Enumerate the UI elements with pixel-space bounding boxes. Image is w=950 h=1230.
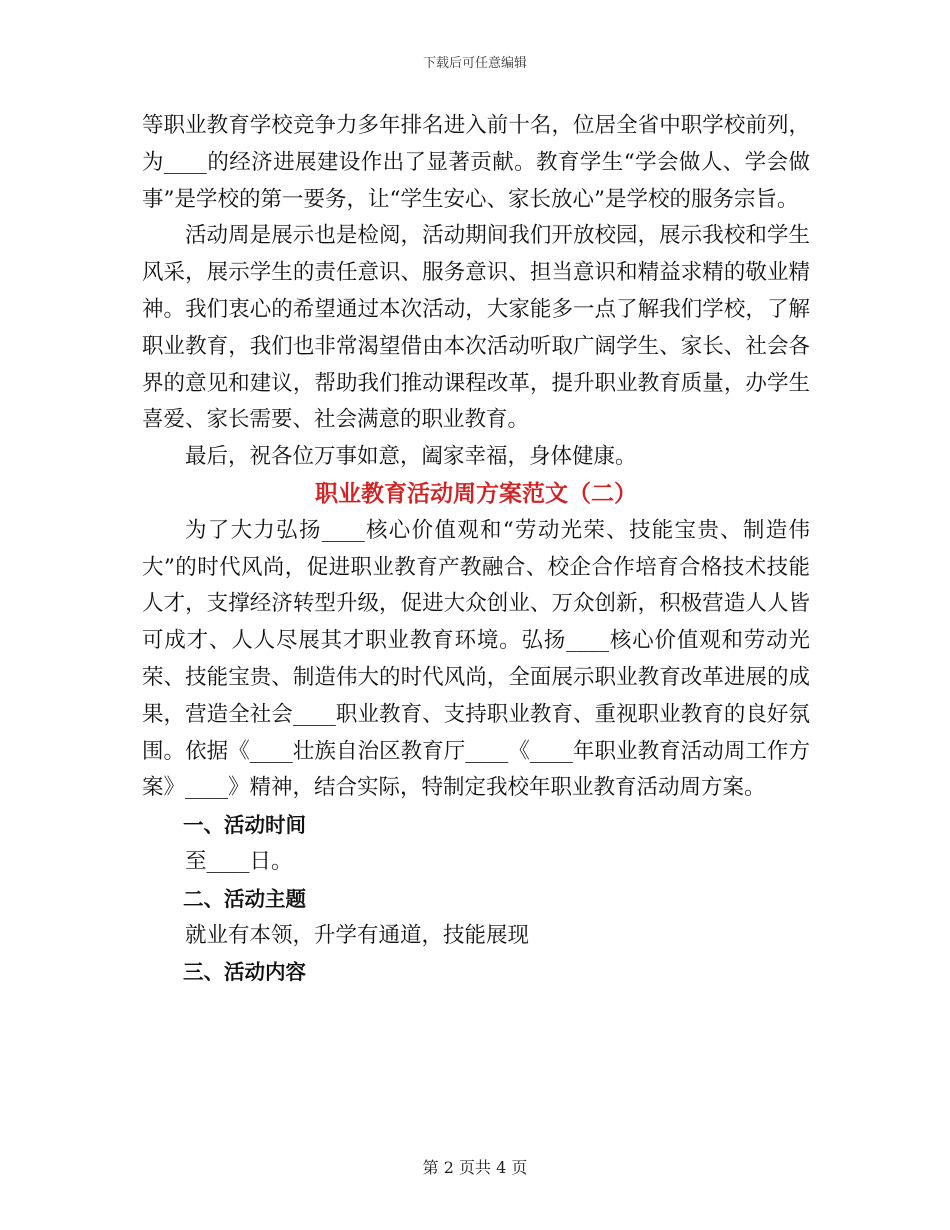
paragraph-purpose: 为了大力弘扬____核心价值观和“劳动光荣、技能宝贵、制造伟大”的时代风尚，促进职业教育产教融合、校企合作培育合格技术技能人才，支撑经济转型升级，促进大众创业、万众创新，积极营造人人皆可成才、人人尽展其才职业教育环境。弘扬____核心价值观和劳动光荣、技能宝贵、制造伟大的时代风尚，全面展示职业教育改革进展的成果，营造全社会____职业教育、支持职业教育、重视职业教育的良好氛围。依据《____壮族自治区教育厅____《____年职业教育活动周工作方案》____》精神，结合实际，特制定我校年职业教育活动周方案。 bbox=[142, 517, 810, 801]
heading-activity-time: 一、活动时间 bbox=[183, 813, 306, 838]
document-body bbox=[142, 108, 810, 991]
section-title: 职业教育活动周方案范文（二） bbox=[315, 479, 637, 507]
page-header: 下载后可任意编辑 bbox=[422, 56, 527, 71]
paragraph-school-ranking: 等职业教育学校竞争力多年排名进入前十名，位居全省中职学校前列，为____的经济进展建设作出了显著贡献。教育学生“学会做人、学会做事”是学校的第一要务，让“学生安心、家长放心”是学校的服务宗旨。 bbox=[142, 113, 810, 212]
paragraph-activity-week: 活动周是展示也是检阅，活动期间我们开放校园，展示我校和学生风采，展示学生的责任意识、服务意识、担当意识和精益求精的敬业精神。我们衷心的希望通过本次活动，大家能多一点了解我们学校，了解职业教育，我们也非常渴望借由本次活动听取广阔学生、家长、社会各界的意见和建议，帮助我们推动课程改革，提升职业教育质量，办学生喜爱、家长需要、社会满意的职业教育。 bbox=[142, 223, 810, 433]
text-activity-theme: 就业有本领，升学有通道，技能展现 bbox=[185, 922, 530, 948]
heading-activity-content: 三、活动内容 bbox=[183, 960, 306, 985]
page-footer: 第 2 页共 4 页 bbox=[422, 1158, 528, 1177]
paragraph-closing-wishes: 最后，祝各位万事如意，阖家幸福，身体健康。 bbox=[185, 444, 637, 470]
text-activity-time: 至____日。 bbox=[185, 848, 293, 874]
heading-activity-theme: 二、活动主题 bbox=[183, 886, 306, 911]
